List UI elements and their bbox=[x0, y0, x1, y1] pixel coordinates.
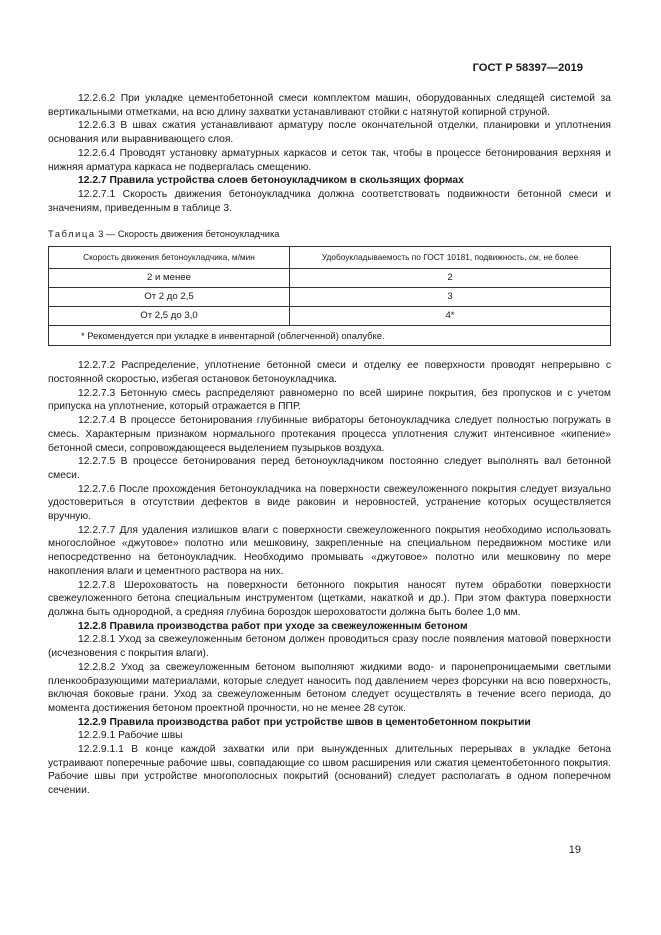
speed-table bbox=[48, 246, 611, 346]
section-heading: 12.2.8 Правила производства работ при уходе за свежеуложенным бетоном bbox=[78, 620, 468, 632]
table-cell: 4* bbox=[290, 307, 611, 326]
paragraph: 12.2.6.4 Проводят установку арматурных каркасов и сеток так, чтобы в процессе бетонирования верхняя и нижняя арматура каркаса не подвергалась смещению. bbox=[48, 147, 611, 173]
paragraph: 12.2.6.2 При укладке цементобетонной смеси комплектом машин, оборудованных следящей системой за вертикальными отметками, на всю длину захватки устанавливают стойки с натянутой копирной струной. bbox=[48, 93, 611, 118]
table-cell: 2 bbox=[290, 269, 611, 288]
table-cell: 2 и менее bbox=[49, 269, 290, 288]
paragraph: 12.2.6.3 В швах сжатия устанавливают арматуру после окончательной отделки, планировки и уплотнения основания или выравнивающего слоя. bbox=[48, 120, 611, 146]
table-cell: От 2 до 2,5 bbox=[49, 288, 290, 307]
page-number: 19 bbox=[568, 844, 581, 856]
paragraph: 12.2.7.7 Для удаления излишков влаги с поверхности свежеуложенного покрытия необходимо использовать многослойное «джутовое» полотно или мешковину, закрепленные на специальном передвижном мостике или непосредственно на бетоноукладчик. Необходимо промывать «джутовое» полотно или мешковину по мере накопления влаги и цементного раствора на них. bbox=[48, 524, 611, 577]
paragraph: 12.2.7.5 В процессе бетонирования перед бетоноукладчиком постоянно следует выполнять вал бетонной смеси. bbox=[48, 456, 611, 481]
paragraph: 12.2.7.8 Шероховатость на поверхности бетонного покрытия наносят путем обработки поверхности свежеуложенного бетона специальным инструментом (щетками, накаткой и др.). При этом фактура поверхности должна быть однородной, а средняя глубина бороздок шероховатости должна быть более 1,0 мм. bbox=[48, 579, 611, 618]
table-footnote: * Рекомендуется при укладке в инвентарной (облегченной) опалубке. bbox=[49, 326, 611, 346]
table-row bbox=[49, 288, 611, 307]
standard-header: ГОСТ Р 58397—2019 bbox=[472, 62, 583, 74]
table-row bbox=[49, 307, 611, 326]
paragraph: 12.2.8.2 Уход за свежеуложенным бетоном выполняют жидкими водо- и паронепроницаемыми светлыми пленкообразующими материалами, которые следует наносить под давлением через форсунки на всю поверхность, включая боковые грани. Уход за свежеуложенным бетоном следует осуществлять в течение всего периода, до момента достижения бетоном проектной прочности, но не менее 28 суток. bbox=[48, 661, 611, 714]
paragraph: 12.2.9.1.1 В конце каждой захватки или при вынужденных длительных перерывах в укладке бетона устраивают поперечные рабочие швы, совпадающие со швом расширения или сжатия цементобетонного покрытия. Рабочие швы при устройстве многополосных покрытий (оснований) следует располагать в одном поперечном сечении. bbox=[48, 744, 611, 797]
paragraph: 12.2.9.1 Рабочие швы bbox=[78, 730, 183, 742]
paragraph: 12.2.7.4 В процессе бетонирования глубинные вибраторы бетоноукладчика следует полностью погружать в смесь. Характерным признаком нормального протекания процесса уплотнения служит интенсивное «кипение» бетонной смеси, сопровождающееся выделением пузырьков воздуха. bbox=[48, 415, 611, 454]
paragraph: 12.2.7.3 Бетонную смесь распределяют равномерно по всей ширине покрытия, без пропусков и с учетом припуска на уплотнение, который отражается в ППР. bbox=[48, 387, 611, 413]
table-caption bbox=[48, 228, 611, 240]
table-header-workability: Удобоукладываемость по ГОСТ 10181, подвижность, см, не более bbox=[290, 247, 611, 269]
table-cell: 3 bbox=[290, 288, 611, 307]
section-heading: 12.2.9 Правила производства работ при устройстве швов в цементобетонном покрытии bbox=[78, 716, 531, 728]
table-header-row bbox=[49, 247, 611, 269]
paragraph: 12.2.8.1 Уход за свежеуложенным бетоном должен проводиться сразу после появления матовой поверхности (исчезновения с покрытия влаги). bbox=[48, 634, 611, 660]
body-text bbox=[48, 92, 611, 798]
paragraph: 12.2.7.2 Распределение, уплотнение бетонной смеси и отделку ее поверхности проводят непрерывно с постоянной скоростью, избегая остановок бетоноукладчика. bbox=[48, 360, 611, 386]
table-caption-number: 3 bbox=[95, 229, 104, 240]
paragraphs-bottom bbox=[48, 359, 611, 798]
paragraph: 12.2.7.6 После прохождения бетоноукладчика на поверхности свежеуложенного покрытия следует визуально удостовериться в отсутствии дефектов в виде раковин и неровностей, устранение которых осуществляется вручную. bbox=[48, 483, 611, 523]
table-row bbox=[49, 269, 611, 288]
section-heading: 12.2.7 Правила устройства слоев бетоноукладчиком в скользящих формах bbox=[78, 175, 464, 187]
paragraphs-top bbox=[48, 92, 611, 215]
table-caption-title: — Скорость движения бетоноукладчика bbox=[103, 229, 280, 240]
table-caption-label: Таблица bbox=[48, 229, 96, 240]
table-cell: От 2,5 до 3,0 bbox=[49, 307, 290, 326]
table-footnote-row bbox=[49, 326, 611, 346]
table-header-speed: Скорость движения бетоноукладчика, м/мин bbox=[49, 247, 290, 269]
paragraph: 12.2.7.1 Скорость движения бетоноукладчика должна соответствовать подвижности бетонной смеси и значениям, приведенным в таблице 3. bbox=[48, 188, 611, 214]
